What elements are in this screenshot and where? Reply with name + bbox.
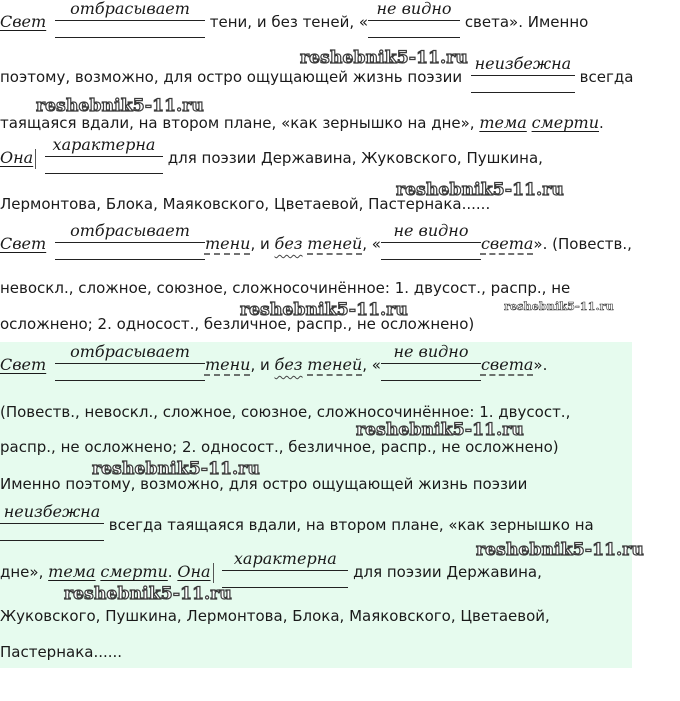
predicate-otbrasyvaet: отбрасывает (55, 222, 205, 260)
predicate-ne-vidno: не видно (381, 222, 481, 260)
clause-divider (35, 149, 36, 169)
p3-line-5: неизбежна всегда таящаяся вдали, на втором плане, «как зернышко на (0, 515, 594, 554)
circumstance-bez: без (274, 355, 303, 374)
object-sveta: света (480, 355, 534, 374)
subject-tema: тема (48, 562, 96, 581)
subject-svet: Свет (0, 355, 47, 374)
object-teney: теней (307, 234, 363, 253)
circumstance-bez: без (274, 234, 303, 253)
object-teni: тени (204, 234, 251, 253)
object-teni: тени (204, 355, 251, 374)
watermark-text: reshebnik5-11.ru (356, 420, 524, 440)
watermark-text: reshebnik5-11.ru (36, 96, 204, 116)
watermark-text: reshebnik5-11.ru (300, 48, 468, 68)
object-sveta: света (480, 234, 534, 253)
predicate-neizbezhna: неизбежна (0, 503, 104, 541)
p3-line-7: Жуковского, Пушкина, Лермонтова, Блока, Маяковского, Цветаевой, (0, 607, 550, 625)
watermark-text: reshebnik5-11.ru (240, 300, 408, 320)
p1-line-1: Свет отбрасывает тени, и без теней, « не видно света». Именно (0, 12, 588, 51)
p2-line-2: невоскл., сложное, союзное, сложносочинённое: 1. двусост., распр., не (0, 279, 571, 297)
watermark-text: reshebnik5-11.ru (64, 584, 232, 604)
predicate-neizbezhna: неизбежна (471, 55, 575, 93)
p1-line-2: поэтому, возможно, для остро ощущающей жизнь поэзии неизбежна всегда (0, 67, 633, 106)
p1-line-3: таящаяся вдали, на втором плане, «как зернышко на дне», тема смерти. (0, 113, 604, 132)
watermark-text: reshebnik5-11.ru (92, 459, 260, 479)
predicate-harakterna: характерна (222, 550, 348, 588)
predicate-harakterna: характерна (45, 136, 163, 174)
clause-divider (213, 563, 214, 583)
watermark-text: reshebnik5-11.ru (396, 180, 564, 200)
subject-svet: Свет (0, 12, 47, 31)
p3-line-4: Именно поэтому, возможно, для остро ощущающей жизнь поэзии (0, 475, 528, 493)
watermark-text: reshebnik5-11.ru (504, 300, 614, 313)
p2-line-3: осложнено; 2. односост., безличное, распр., не осложнено) (0, 315, 475, 333)
subject-ona: Она (177, 562, 211, 581)
subject-tema: тема (479, 113, 527, 132)
attribute-smerti: смерти (531, 113, 599, 132)
p1-line-4: Она характерна для поэзии Державина, Жуковского, Пушкина, (0, 148, 543, 187)
watermark-text: reshebnik5-11.ru (476, 540, 644, 560)
p3-line-2: (Повеств., невоскл., сложное, союзное, сложносочинённое: 1. двусост., (0, 403, 571, 421)
object-teney: теней (307, 355, 363, 374)
p3-line-3: распр., не осложнено; 2. односост., безличное, распр., не осложнено) (0, 438, 559, 456)
p3-line-6: дне», тема смерти. Она характерна для поэзии Державина, (0, 562, 542, 601)
predicate-ne-vidno: не видно (381, 343, 481, 381)
predicate-otbrasyvaet: отбрасывает (55, 343, 205, 381)
p3-line-8: Пастернака...... (0, 643, 123, 661)
p2-line-1: Свет отбрасывает тени, и без теней, « не видно света». (Повеств., (0, 234, 632, 273)
predicate-ne-vidno: не видно (368, 0, 460, 38)
subject-ona: Она (0, 148, 34, 167)
p3-line-1: Свет отбрасывает тени, и без теней, « не видно света». (0, 355, 547, 394)
subject-svet: Свет (0, 234, 47, 253)
p1-line-5: Лермонтова, Блока, Маяковского, Цветаевой, Пастернака...... (0, 195, 491, 213)
attribute-smerti: смерти (100, 562, 168, 581)
predicate-otbrasyvaet: отбрасывает (55, 0, 205, 38)
